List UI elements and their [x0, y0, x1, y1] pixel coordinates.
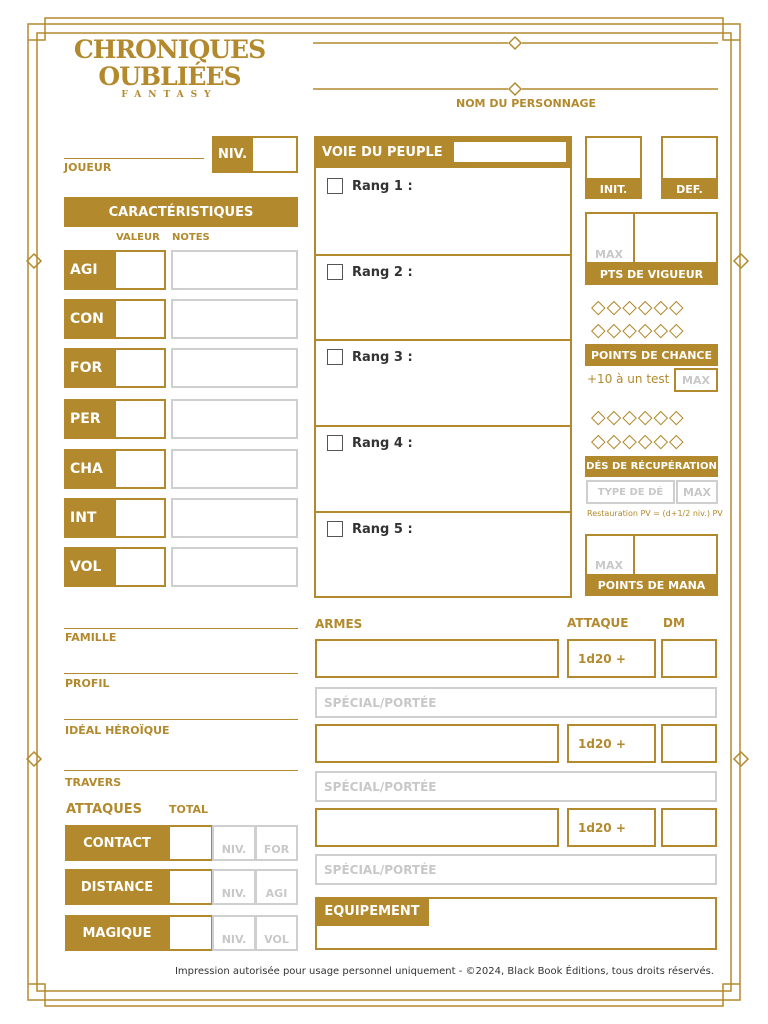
- rank-item[interactable]: [327, 433, 413, 453]
- stat-abbr: FOR: [70, 360, 103, 376]
- dice-type-label: TYPE DE DÉ: [597, 486, 664, 498]
- chance-diamonds-row1[interactable]: ◇◇◇◇◇◇: [591, 296, 685, 318]
- rank-item[interactable]: [327, 519, 413, 539]
- rank-divider: [314, 339, 572, 341]
- weapon-special-label: SPÉCIAL/PORTÉE: [324, 779, 437, 794]
- weapon-attack-field[interactable]: [567, 724, 656, 763]
- stat-row: [64, 449, 166, 489]
- weapon-roll: 1d20 +: [578, 820, 626, 835]
- attack-level-label: NIV.: [221, 843, 247, 856]
- travers-label: TRAVERS: [65, 776, 122, 789]
- dm-label: DM: [663, 616, 685, 630]
- stat-value-field[interactable]: [116, 301, 164, 337]
- weapon-attack-field[interactable]: [567, 639, 656, 678]
- attack-stat-label: AGI: [265, 887, 288, 900]
- def-label: DEF.: [661, 179, 718, 199]
- chance-max-field[interactable]: [674, 368, 718, 392]
- attack-total-field[interactable]: [168, 825, 213, 861]
- chance-max-label: MAX: [682, 373, 710, 387]
- stat-row: [64, 498, 166, 538]
- attack-label: CONTACT: [65, 825, 169, 861]
- character-name-label: NOM DU PERSONNAGE: [456, 97, 597, 110]
- init-label: INIT.: [585, 179, 642, 199]
- init-field[interactable]: [585, 136, 642, 180]
- attack-stat-field[interactable]: [255, 869, 298, 905]
- attack-stat-field[interactable]: [255, 825, 298, 861]
- attaque-label: ATTAQUE: [567, 616, 629, 630]
- logo: [62, 36, 277, 106]
- attack-total-field[interactable]: [168, 915, 213, 951]
- weapon-name-field[interactable]: [315, 808, 559, 847]
- mana-divider: [633, 534, 635, 576]
- attack-level-label: NIV.: [221, 933, 247, 946]
- stat-row: [64, 348, 166, 388]
- level-label: NIV.: [212, 136, 253, 173]
- rank-checkbox[interactable]: [327, 264, 343, 280]
- stat-value-field[interactable]: [116, 500, 164, 536]
- value-label: VALEUR: [116, 232, 160, 243]
- vigueur-max-label: MAX: [595, 248, 623, 261]
- weapon-attack-field[interactable]: [567, 808, 656, 847]
- stat-abbr: PER: [70, 411, 101, 427]
- attack-level-label: NIV.: [221, 887, 247, 900]
- characteristics-title: CARACTÉRISTIQUES: [64, 197, 298, 227]
- weapon-damage-field[interactable]: [661, 808, 717, 847]
- stat-value-field[interactable]: [116, 252, 164, 288]
- rank-checkbox[interactable]: [327, 349, 343, 365]
- footer-text: Impression autorisée pour usage personnel uniquement - ©2024, Black Book Éditions, tous droits réservés.: [174, 966, 714, 977]
- rank-label: Rang 5 :: [352, 521, 413, 537]
- mana-max-label: MAX: [595, 559, 623, 572]
- chance-diamonds-row2[interactable]: ◇◇◇◇◇◇: [591, 319, 685, 341]
- rank-item[interactable]: [327, 176, 413, 196]
- chance-label: POINTS DE CHANCE: [585, 344, 718, 366]
- weapon-damage-field[interactable]: [661, 639, 717, 678]
- stat-value-field[interactable]: [116, 549, 164, 585]
- notes-label: NOTES: [172, 232, 210, 243]
- logo-line1: CHRONIQUES: [73, 35, 266, 64]
- chance-note: +10 à un test: [587, 372, 670, 386]
- equipment-label: EQUIPEMENT: [315, 897, 429, 926]
- rank-checkbox[interactable]: [327, 521, 343, 537]
- attack-level-field[interactable]: [212, 825, 256, 861]
- recup-note: Restauration PV = (d+1/2 niv.) PV: [587, 509, 723, 518]
- vigueur-divider: [633, 212, 635, 264]
- level-field[interactable]: [251, 136, 298, 173]
- weapon-roll: 1d20 +: [578, 736, 626, 751]
- rank-divider: [314, 511, 572, 513]
- attack-level-field[interactable]: [212, 869, 256, 905]
- stat-notes-field[interactable]: [171, 449, 298, 489]
- player-label: JOUEUR: [64, 161, 112, 174]
- stat-notes-field[interactable]: [171, 348, 298, 388]
- weapon-special-field[interactable]: [315, 854, 717, 885]
- stat-abbr: AGI: [70, 262, 98, 278]
- stat-notes-field[interactable]: [171, 547, 298, 587]
- stat-value-field[interactable]: [116, 401, 164, 437]
- weapon-roll: 1d20 +: [578, 651, 626, 666]
- recup-label: DÉS DE RÉCUPÉRATION: [585, 456, 718, 477]
- stat-value-field[interactable]: [116, 451, 164, 487]
- logo-line3: FANTASY: [121, 90, 218, 100]
- stat-abbr: CON: [70, 311, 104, 327]
- recup-diamonds-row1[interactable]: ◇◇◇◇◇◇: [591, 406, 685, 428]
- attack-stat-label: VOL: [264, 933, 289, 946]
- voie-name-field[interactable]: [454, 142, 566, 162]
- stat-value-field[interactable]: [116, 350, 164, 386]
- rank-label: Rang 4 :: [352, 435, 413, 451]
- recup-diamonds-row2[interactable]: ◇◇◇◇◇◇: [591, 430, 685, 452]
- rank-checkbox[interactable]: [327, 435, 343, 451]
- vigueur-label: PTS DE VIGUEUR: [585, 263, 718, 285]
- dice-type-field[interactable]: [586, 480, 675, 504]
- stat-row: [64, 399, 166, 439]
- rank-label: Rang 1 :: [352, 178, 413, 194]
- recup-max-label: MAX: [683, 485, 711, 499]
- attack-label: DISTANCE: [65, 869, 169, 905]
- rank-divider: [314, 254, 572, 256]
- stat-row: [64, 547, 166, 587]
- weapon-special-label: SPÉCIAL/PORTÉE: [324, 862, 437, 877]
- mana-label: POINTS DE MANA: [585, 575, 718, 596]
- voie-title: VOIE DU PEUPLE: [322, 144, 443, 160]
- weapon-special-label: SPÉCIAL/PORTÉE: [324, 695, 437, 710]
- stat-abbr: VOL: [70, 559, 102, 575]
- attack-stat-field[interactable]: [255, 915, 298, 951]
- ideal-label: IDÉAL HÉROÏQUE: [65, 724, 170, 737]
- weapon-name-field[interactable]: [315, 724, 559, 763]
- attack-label: MAGIQUE: [65, 915, 169, 951]
- stat-abbr: CHA: [70, 461, 103, 477]
- famille-label: FAMILLE: [65, 631, 117, 644]
- stat-row: [64, 250, 166, 290]
- attack-total-field[interactable]: [168, 869, 213, 905]
- weapon-special-field[interactable]: [315, 687, 717, 718]
- armes-label: ARMES: [315, 617, 363, 631]
- rank-checkbox[interactable]: [327, 178, 343, 194]
- rank-divider: [314, 425, 572, 427]
- weapon-special-field[interactable]: [315, 771, 717, 802]
- attack-level-field[interactable]: [212, 915, 256, 951]
- stat-notes-field[interactable]: [171, 250, 298, 290]
- recup-max-field[interactable]: [676, 480, 718, 504]
- stat-notes-field[interactable]: [171, 399, 298, 439]
- attack-stat-label: FOR: [263, 843, 290, 856]
- def-field[interactable]: [661, 136, 718, 180]
- stat-row: [64, 299, 166, 339]
- stat-notes-field[interactable]: [171, 498, 298, 538]
- logo-line2: OUBLIÉES: [98, 62, 241, 91]
- weapon-damage-field[interactable]: [661, 724, 717, 763]
- profil-label: PROFIL: [65, 677, 110, 690]
- rank-item[interactable]: [327, 347, 413, 367]
- rank-item[interactable]: [327, 262, 413, 282]
- attacks-title: ATTAQUES: [66, 802, 142, 817]
- rank-label: Rang 2 :: [352, 264, 413, 280]
- rank-label: Rang 3 :: [352, 349, 413, 365]
- stat-notes-field[interactable]: [171, 299, 298, 339]
- stat-abbr: INT: [70, 510, 97, 526]
- weapon-name-field[interactable]: [315, 639, 559, 678]
- attacks-total-label: TOTAL: [169, 803, 209, 816]
